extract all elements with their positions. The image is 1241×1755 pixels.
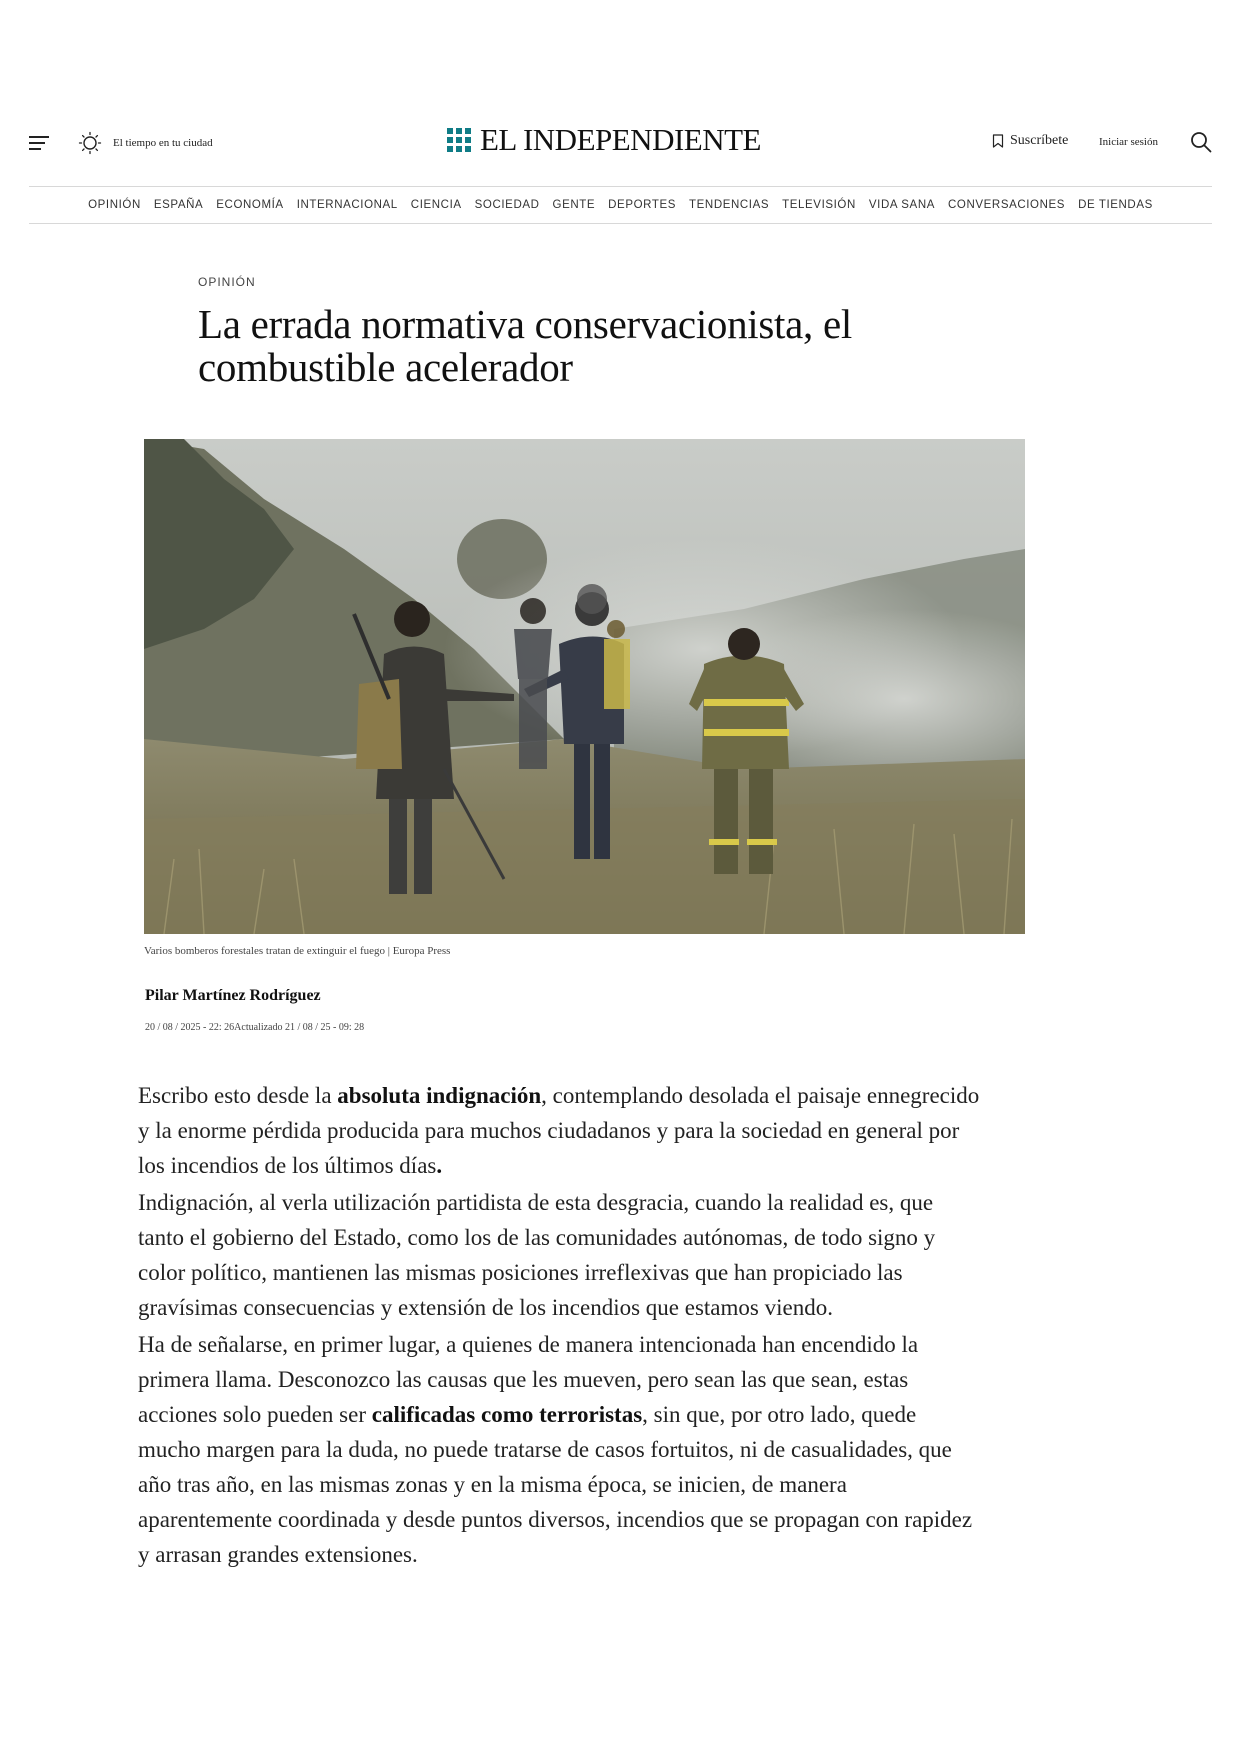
nav-item-sociedad[interactable]: SOCIEDAD — [474, 199, 540, 211]
divider — [29, 223, 1212, 224]
article-photo — [144, 439, 1025, 934]
paragraph: Ha de señalarse, en primer lugar, a quienes de manera intencionada han encendido la primera llama. Desconozco las causas que les mueven, pero sean las que sean, estas acciones solo pueden ser calificadas como terroristas, sin que, por otro lado, quede mucho margen para la duda, no puede tratarse de casos fortuitos, ni de casualidades, que año tras año, en las mismas zonas y en la misma época, se inicien, de manera aparentemente coordinada y desde puntos diversos, incendios que se propagan con rapidez y arrasan grandes extensiones. — [138, 1332, 973, 1567]
nav-item-internacional[interactable]: INTERNACIONAL — [296, 199, 398, 211]
nav-item-de-tiendas[interactable]: DE TIENDAS — [1078, 199, 1153, 211]
paragraph: Escribo esto desde la absoluta indignación, contemplando desolada el paisaje ennegrecido y la enorme pérdida producida para muchos ciudadanos y para la sociedad en general por los incendios de los últimos días. — [138, 1083, 980, 1178]
publish-dates: 20 / 08 / 2025 - 22: 26Actualizado 21 / 08 / 25 - 09: 28 — [145, 1022, 365, 1033]
nav-item-economia[interactable]: ECONOMÍA — [216, 199, 284, 211]
section-nav — [29, 187, 1212, 223]
nav-item-tendencias[interactable]: TENDENCIAS — [689, 199, 770, 211]
site-header — [29, 118, 1212, 170]
nav-item-deportes[interactable]: DEPORTES — [608, 199, 677, 211]
sun-icon — [78, 131, 102, 155]
login-link[interactable]: Iniciar sesión — [1099, 136, 1158, 148]
logo-text: EL INDEPENDIENTE — [480, 122, 761, 157]
weather-link[interactable] — [78, 131, 213, 155]
nav-item-opinion[interactable]: OPINIÓN — [88, 199, 141, 211]
weather-label: El tiempo en tu ciudad — [113, 137, 213, 149]
subscribe-button[interactable] — [992, 133, 1068, 149]
article-body — [138, 1078, 983, 1574]
nav-item-television[interactable]: TELEVISIÓN — [782, 199, 856, 211]
nav-item-ciencia[interactable]: CIENCIA — [410, 199, 462, 211]
nav-item-espana[interactable]: ESPAÑA — [153, 199, 204, 211]
paragraph: Indignación, al verla utilización partidista de esta desgracia, cuando la realidad es, que tanto el gobierno del Estado, como los de las comunidades autónomas, de todo signo y color político, mantienen las mismas posiciones irreflexivas que han propiciado las gravísimas consecuencias y extensión de los incendios que estamos viendo. — [138, 1190, 936, 1320]
author-name[interactable]: Pilar Martínez Rodríguez — [145, 987, 321, 1004]
photo-caption: Varios bomberos forestales tratan de extinguir el fuego | Europa Press — [144, 945, 451, 957]
search-icon[interactable] — [1190, 131, 1212, 153]
nav-item-conversaciones[interactable]: CONVERSACIONES — [948, 199, 1066, 211]
menu-icon[interactable] — [29, 134, 51, 152]
article-title: La errada normativa conservacionista, el combustible acelerador — [198, 301, 852, 390]
subscribe-label: Suscríbete — [1010, 133, 1069, 148]
site-logo[interactable] — [447, 124, 761, 155]
logo-grid-icon — [447, 128, 471, 152]
nav-item-vida-sana[interactable]: VIDA SANA — [868, 199, 936, 211]
bookmark-icon — [992, 134, 1004, 148]
nav-item-gente[interactable]: GENTE — [552, 199, 596, 211]
article-section-label[interactable]: OPINIÓN — [198, 275, 256, 289]
